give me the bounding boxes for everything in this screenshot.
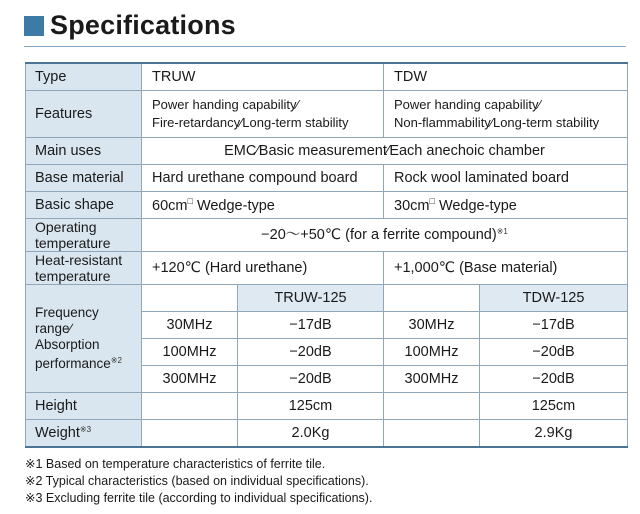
operating-label-line2: temperature <box>35 235 111 252</box>
table-row <box>26 393 628 420</box>
operating-temperature-text: −20～+50℃ (for a ferrite compound) <box>261 226 497 243</box>
row-label-base-material: Base material <box>26 165 142 192</box>
frequency-label-performance: performance <box>35 356 111 372</box>
truw-features-line2: Fire-retardancy∕Long-term stability <box>152 114 349 130</box>
tdw-features-line1: Power handing capability∕ <box>394 96 541 112</box>
section-header <box>24 8 236 42</box>
truw-weight: 2.0Kg <box>238 420 384 448</box>
tdw-height: 125cm <box>480 393 628 420</box>
tdw-heat-resistant: +1,000℃ (Base material) <box>384 252 628 285</box>
row-label-weight <box>26 420 142 448</box>
tdw-value-cell: −17dB <box>480 312 628 339</box>
tdw-height-spacer <box>384 393 480 420</box>
truw-shape-type: Wedge-type <box>196 197 275 214</box>
frequency-label-line2: range∕ <box>35 321 72 337</box>
footnote-3: ※3 Excluding ferrite tile (according to individual specifications). <box>25 491 373 505</box>
tdw-weight: 2.9Kg <box>480 420 628 448</box>
table-row <box>26 91 628 138</box>
row-label-basic-shape: Basic shape <box>26 192 142 219</box>
footnote-2: ※2 Typical characteristics (based on individual specifications). <box>25 474 369 488</box>
row-label-type: Type <box>26 63 142 91</box>
truw-shape-size: 60cm <box>152 197 188 214</box>
truw-freq-cell: 100MHz <box>142 339 238 366</box>
truw-basic-shape <box>142 192 384 219</box>
truw-weight-spacer <box>142 420 238 448</box>
page-title: Specifications <box>50 9 236 40</box>
table-row <box>26 165 628 192</box>
truw-freq-cell: 30MHz <box>142 312 238 339</box>
tdw-shape-size: 30cm <box>394 197 430 214</box>
operating-label-line1: Operating <box>35 219 97 235</box>
table-row <box>26 192 628 219</box>
row-label-frequency <box>26 285 142 393</box>
footnote-ref-1: ※1 <box>496 226 508 236</box>
frequency-label-line4 <box>35 353 131 372</box>
truw-freq-cell: 300MHz <box>142 366 238 393</box>
main-uses-value: EMC∕Basic measurement∕Each anechoic chamber <box>142 138 628 165</box>
frequency-label-line1: Frequency <box>35 305 99 321</box>
truw-features <box>142 91 384 138</box>
truw-value-cell: −20dB <box>238 366 384 393</box>
truw-value-cell: −17dB <box>238 312 384 339</box>
square-symbol-icon: □ <box>187 195 193 206</box>
truw-value-cell: −20dB <box>238 339 384 366</box>
truw-heat-resistant: +120℃ (Hard urethane) <box>142 252 384 285</box>
table-row <box>26 138 628 165</box>
row-label-operating-temperature <box>26 219 142 252</box>
operating-temperature-value <box>142 219 628 252</box>
tdw-value-cell: −20dB <box>480 339 628 366</box>
truw-features-line1: Power handing capability∕ <box>152 96 299 112</box>
truw-model-header: TRUW-125 <box>238 285 384 312</box>
tdw-shape-type: Wedge-type <box>438 197 517 214</box>
specifications-table <box>25 62 628 448</box>
tdw-features-line2: Non-flammability∕Long-term stability <box>394 114 600 130</box>
row-label-height: Height <box>26 393 142 420</box>
table-row <box>26 219 628 252</box>
table-row <box>26 285 628 312</box>
tdw-model-spacer <box>384 285 480 312</box>
tdw-base-material: Rock wool laminated board <box>384 165 628 192</box>
footnotes <box>25 456 372 507</box>
tdw-freq-cell: 100MHz <box>384 339 480 366</box>
tdw-freq-cell: 30MHz <box>384 312 480 339</box>
footnote-1: ※1 Based on temperature characteristics of ferrite tile. <box>25 457 326 471</box>
heat-label-line1: Heat-resistant <box>35 252 123 269</box>
tdw-features <box>384 91 628 138</box>
truw-model-spacer <box>142 285 238 312</box>
tdw-basic-shape <box>384 192 628 219</box>
header-divider <box>24 46 626 47</box>
row-label-features: Features <box>26 91 142 138</box>
heat-label-line2: temperature <box>35 268 111 285</box>
weight-label-text: Weight <box>35 425 80 442</box>
truw-height-spacer <box>142 393 238 420</box>
tdw-model-header: TDW-125 <box>480 285 628 312</box>
tdw-value-cell: −20dB <box>480 366 628 393</box>
truw-height: 125cm <box>238 393 384 420</box>
footnote-ref-3: ※3 <box>79 425 92 435</box>
truw-type: TRUW <box>142 63 384 91</box>
tdw-freq-cell: 300MHz <box>384 366 480 393</box>
row-label-heat-resistant-temperature <box>26 252 142 285</box>
table-row <box>26 63 628 91</box>
tdw-weight-spacer <box>384 420 480 448</box>
footnote-ref-2: ※2 <box>110 356 122 366</box>
square-symbol-icon: □ <box>429 195 435 206</box>
tdw-type: TDW <box>384 63 628 91</box>
table-row <box>26 252 628 285</box>
frequency-label-line3: Absorption <box>35 337 100 353</box>
table-row <box>26 420 628 448</box>
header-square-icon <box>24 16 44 36</box>
row-label-main-uses: Main uses <box>26 138 142 165</box>
truw-base-material: Hard urethane compound board <box>142 165 384 192</box>
